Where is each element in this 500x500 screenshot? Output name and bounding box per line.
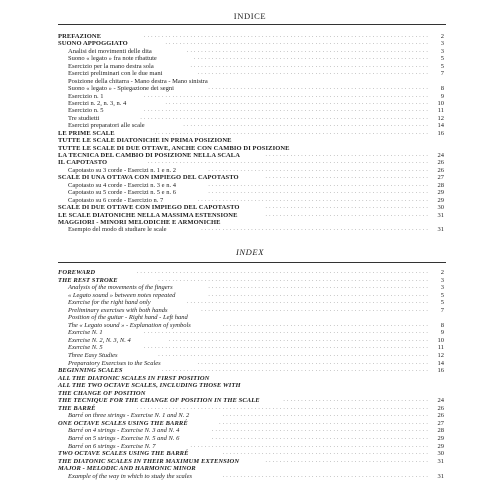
dot-leader: ................................................................................ — [144, 329, 430, 336]
dot-leader: ........................................................................... — [161, 367, 430, 374]
toc-page-number: 10 — [437, 336, 444, 344]
dot-leader: .................................................................... — [186, 299, 430, 306]
dot-leader: .................................................................................. — [136, 269, 430, 275]
toc-page-number: 30 — [437, 450, 444, 458]
toc-entry — [58, 269, 446, 277]
toc-entry-title: THE TECNIQUE FOR THE CHANGE OF POSITION IN THE SCALE — [58, 397, 260, 405]
dot-leader: ............................................................................. — [154, 129, 430, 136]
dot-leader: ......................................................................... — [169, 336, 430, 343]
toc-entry-title: TUTTE LE SCALE DIATONICHE IN PRIMA POSIZIONE — [58, 137, 232, 145]
toc-entry — [58, 55, 446, 62]
toc-entry — [58, 226, 446, 233]
toc-entry — [58, 344, 446, 352]
toc-entry-title: LE SCALE DIATONICHE NELLA MASSIMA ESTENSIONE — [58, 211, 238, 219]
toc-page-number: 5 — [440, 291, 444, 299]
toc-entry — [58, 307, 446, 315]
toc-entry — [58, 40, 446, 47]
toc-entry — [58, 292, 446, 300]
dot-leader: .......................................................................... — [165, 40, 430, 47]
toc-page-number: 7 — [440, 70, 444, 78]
dot-leader: ............................................................................... — [147, 159, 430, 166]
toc-entry — [58, 219, 446, 226]
dot-leader: ................................................................................ — [144, 92, 430, 99]
toc-entry — [58, 70, 446, 77]
toc-page-number: 26 — [437, 412, 444, 420]
toc-entry-title: Position of the guitar - Right hand - Left hand — [68, 314, 188, 322]
dot-leader: .............................................................. — [208, 284, 430, 291]
toc-entry — [58, 167, 446, 174]
toc-page-number: 10 — [437, 99, 444, 107]
toc-page-number: 29 — [437, 196, 444, 204]
toc-entry-title: THE CHANGE OF POSITION — [58, 389, 146, 397]
toc-entry — [58, 48, 446, 55]
toc-page-number: 31 — [437, 211, 444, 219]
toc-entry — [58, 212, 446, 219]
english-toc-list — [58, 269, 446, 480]
toc-entry-title: Tre studietti — [68, 114, 100, 122]
toc-entry-title: Barré on 4 strings - Exercise N. 3 and N. 4 — [68, 427, 180, 435]
toc-entry — [58, 435, 446, 443]
dot-leader: ..................................................................... — [183, 122, 430, 129]
dot-leader: .............................................................. — [208, 181, 430, 188]
dot-leader: ................................................................................ — [144, 107, 430, 114]
toc-page-number: 12 — [437, 352, 444, 360]
toc-page-number: 16 — [437, 129, 444, 137]
dot-leader: ........................................................... — [219, 419, 430, 426]
dot-leader: .............................................................. — [208, 189, 430, 196]
dot-leader: .......................................................................... — [165, 99, 430, 106]
toc-entry — [58, 450, 446, 458]
toc-entry-title: Barré on 6 strings - Exercise N. 7 — [68, 442, 156, 450]
toc-page-number: 3 — [440, 40, 444, 48]
toc-entry — [58, 130, 446, 137]
toc-page-number: 29 — [437, 435, 444, 443]
italian-index-title: INDICE — [233, 11, 267, 21]
toc-entry-title: THE REST STROKE — [58, 276, 118, 284]
toc-page-number: 12 — [437, 114, 444, 122]
toc-entry-title: ONE OCTAVE SCALES USING THE BARRÉ — [58, 419, 188, 427]
toc-entry-title: The « Legato sound » - Explanation of symbols — [68, 321, 191, 329]
toc-page-number: 28 — [437, 181, 444, 189]
toc-entry — [58, 420, 446, 428]
toc-entry-title: LE PRIME SCALE — [58, 129, 115, 137]
toc-page-number: 30 — [437, 204, 444, 212]
toc-entry-title: Esercizi preparatori alle scale — [68, 122, 145, 130]
toc-page-number: 5 — [440, 62, 444, 70]
toc-entry — [58, 85, 446, 92]
toc-entry-title: TUTTE LE SCALE DI DUE OTTAVE, ANCHE CON CAMBIO DI POSIZIONE — [58, 144, 290, 152]
toc-entry — [58, 473, 446, 481]
dot-leader: .................................................................................. — [136, 404, 430, 411]
toc-page-number: 26 — [437, 166, 444, 174]
italian-toc-list — [58, 33, 446, 234]
toc-page-number: 31 — [437, 472, 444, 480]
toc-entry — [58, 405, 446, 413]
toc-entry-title: IL CAPOTASTO — [58, 159, 108, 167]
toc-page-number: 8 — [440, 321, 444, 329]
toc-page-number: 24 — [437, 397, 444, 405]
dot-leader: .............................................. — [265, 152, 430, 158]
toc-entry — [58, 367, 446, 375]
dot-leader: ............................................................. — [211, 427, 430, 434]
toc-page-number: 14 — [437, 359, 444, 367]
dot-leader: .............................................................. — [208, 166, 430, 173]
toc-entry — [58, 284, 446, 292]
toc-page-number: 8 — [440, 85, 444, 93]
toc-entry — [58, 390, 446, 398]
toc-entry — [58, 322, 446, 330]
toc-entry — [58, 465, 446, 473]
toc-entry — [58, 197, 446, 204]
toc-entry-title: BEGINNING SCALES — [58, 367, 123, 375]
dot-leader: .......................................................... — [222, 450, 430, 457]
toc-entry-title: Exercise N. 5 — [68, 344, 103, 352]
toc-entry-title: Preparatory Exercises to the Scales — [68, 359, 161, 367]
dot-leader: ......................................... — [283, 397, 430, 404]
toc-entry — [58, 174, 446, 181]
toc-page-number: 5 — [440, 299, 444, 307]
toc-entry — [58, 352, 446, 360]
toc-entry-title: Esercizio n. 5 — [68, 107, 104, 115]
toc-entry — [58, 63, 446, 70]
toc-entry-title: THE DIATONIC SCALES IN THEIR MAXIMUM EXTENSION — [58, 457, 240, 465]
toc-page-number: 3 — [440, 284, 444, 292]
dot-leader: .......................................................... — [222, 321, 430, 328]
toc-entry-title: Capotasto su 4 corde - Esercizi n. 3 e n. 4 — [68, 181, 176, 189]
english-title-divider — [58, 262, 446, 263]
toc-page-number: 11 — [437, 107, 444, 115]
dot-leader: ................................................................. — [197, 70, 430, 77]
toc-page-number: 2 — [440, 33, 444, 40]
toc-entry-title: MAGGIORI - MINORI MELODICHE E ARMONICHE — [58, 218, 221, 226]
toc-page-number: 9 — [440, 92, 444, 100]
toc-entry — [58, 277, 446, 285]
toc-entry — [58, 145, 446, 152]
dot-leader: ................................................................ — [201, 226, 430, 233]
toc-page-number: 29 — [437, 189, 444, 197]
toc-entry-title: Analysis of the movements of the fingers — [68, 284, 173, 292]
toc-page-number: 29 — [437, 442, 444, 450]
toc-entry — [58, 299, 446, 307]
toc-entry-title: Posizione della chitarra - Mano destra - Mano sinistra — [68, 77, 208, 85]
toc-entry-title: THE BARRÉ — [58, 404, 96, 412]
dot-leader: .............................................. — [265, 457, 430, 464]
dot-leader: ................................................................................ — [144, 33, 430, 39]
toc-entry-title: PREFAZIONE — [58, 33, 102, 40]
toc-entry-title: SCALE DI DUE OTTAVE CON IMPIEGO DEL CAPOTASTO — [58, 204, 240, 212]
toc-page-number: 16 — [437, 367, 444, 375]
toc-entry-title: Esercizi preliminari con le due mani — [68, 70, 163, 78]
toc-page-number: 3 — [440, 276, 444, 284]
toc-page-number: 31 — [437, 457, 444, 465]
toc-entry-title: Esercizio per la mano destra sola — [68, 62, 154, 70]
toc-entry-title: Barré on three strings - Exercise N. 1 and N. 2 — [68, 412, 190, 420]
toc-page-number: 28 — [437, 427, 444, 435]
toc-entry — [58, 360, 446, 368]
toc-entry-title: Analisi dei movimenti delle dita — [68, 47, 152, 55]
toc-entry-title: Capotasto su 3 corde - Esercizi n. 1 e n. 2 — [68, 166, 176, 174]
toc-entry — [58, 397, 446, 405]
toc-page-number: 27 — [437, 419, 444, 427]
toc-entry-title: Capotasto su 5 corde - Esercizi n. 5 e n. 6 — [68, 189, 176, 197]
toc-entry-title: Preliminary exercises with both hands — [68, 306, 168, 314]
toc-entry-title: Exercise N. 1 — [68, 329, 103, 337]
toc-entry-title: Exercise for the right hand only — [68, 299, 151, 307]
toc-page-number: 5 — [440, 55, 444, 63]
toc-entry — [58, 337, 446, 345]
dot-leader: .................................................................. — [194, 55, 430, 62]
dot-leader: .......................................................... — [222, 472, 430, 479]
dot-leader: .............................................................. — [208, 85, 430, 92]
dot-leader: ................................................................. — [197, 196, 430, 203]
toc-entry-title: FOREWARD — [58, 269, 96, 276]
dot-leader: .............................................................. — [208, 291, 430, 298]
dot-leader: .......................................................... — [222, 412, 430, 419]
toc-entry-title: Esempio del modo di studiare le scale — [68, 226, 167, 234]
dot-leader: .................................................................... — [186, 47, 430, 54]
toc-entry — [58, 189, 446, 196]
toc-entry — [58, 122, 446, 129]
toc-page-number: 26 — [437, 159, 444, 167]
toc-entry — [58, 412, 446, 420]
toc-page-number: 14 — [437, 122, 444, 130]
toc-entry-title: ALL THE DIATONIC SCALES IN FIRST POSITION — [58, 374, 210, 382]
toc-entry — [58, 152, 446, 159]
toc-entry-title: Exercise N. 2, N. 3, N. 4 — [68, 336, 131, 344]
dot-leader: ............................................................. — [211, 435, 430, 442]
toc-entry-title: Esercizi n. 2, n. 3, n. 4 — [68, 99, 127, 107]
toc-page-number: 3 — [440, 47, 444, 55]
dot-leader: ................................................................................ — [144, 344, 430, 351]
english-index-title: INDEX — [235, 247, 265, 257]
dot-leader: .............................................. — [265, 174, 430, 181]
italian-title-divider — [58, 24, 446, 25]
toc-entry — [58, 107, 446, 114]
toc-page-number: 9 — [440, 329, 444, 337]
dot-leader: .............................................. — [265, 211, 430, 218]
toc-entry — [58, 458, 446, 466]
toc-entry — [58, 137, 446, 144]
dot-leader: ............................................................................ — [158, 352, 430, 359]
toc-page-number: 24 — [437, 152, 444, 159]
toc-entry — [58, 115, 446, 122]
toc-entry — [58, 78, 446, 85]
toc-entry-title: Suono « legato » - Spiegazione dei segni — [68, 85, 174, 93]
toc-entry — [58, 375, 446, 383]
toc-entry-title: « Legato sound » between notes repeated — [68, 291, 176, 299]
toc-entry-title: ALL THE TWO OCTAVE SCALES, INCLUDING THOSE WITH — [58, 382, 241, 390]
toc-entry-title: Esercizio n. 1 — [68, 92, 104, 100]
toc-entry — [58, 382, 446, 390]
toc-entry — [58, 329, 446, 337]
toc-entry — [58, 93, 446, 100]
toc-entry-title: TWO OCTAVE SCALES USING THE BARRÉ — [58, 450, 189, 458]
toc-entry-title: Three Easy Studies — [68, 352, 118, 360]
toc-entry — [58, 314, 446, 322]
toc-entry — [58, 100, 446, 107]
toc-entry-title: Example of the way in which to study the scales — [68, 472, 193, 480]
toc-page-number: 31 — [437, 226, 444, 234]
toc-page-number: 7 — [440, 306, 444, 314]
toc-entry-title: SUONO APPOGGIATO — [58, 40, 128, 48]
toc-entry-title: Capotasto su 6 corde - Esercizio n. 7 — [68, 196, 164, 204]
toc-entry — [58, 182, 446, 189]
dot-leader: ................................................................. — [197, 359, 430, 366]
dot-leader: ............................................................................ — [158, 276, 430, 283]
toc-page-number: 2 — [440, 269, 444, 276]
dot-leader: ................................................................... — [190, 442, 430, 449]
toc-page-number: 26 — [437, 404, 444, 412]
dot-leader: ................................................................... — [190, 62, 430, 69]
toc-entry — [58, 33, 446, 40]
toc-entry-title: MAJOR - MELODIC AND HARMONIC MINOR — [58, 465, 196, 473]
toc-page-number: 11 — [437, 344, 444, 352]
toc-entry-title: Barré on 5 strings - Exercise N. 5 and N. 6 — [68, 435, 180, 443]
toc-entry — [58, 443, 446, 451]
toc-page-number: 27 — [437, 174, 444, 182]
toc-entry-title: SCALE DI UNA OTTAVA CON IMPIEGO DEL CAPOTASTO — [58, 174, 239, 182]
toc-entry — [58, 159, 446, 166]
toc-entry-title: LA TECNICA DEL CAMBIO DI POSIZIONE NELLA SCALA — [58, 152, 241, 159]
dot-leader: .............................................. — [265, 204, 430, 211]
toc-entry — [58, 204, 446, 211]
toc-entry — [58, 427, 446, 435]
dot-leader: ................................................................ — [201, 306, 430, 313]
dot-leader: ................................................................................. — [140, 114, 430, 121]
toc-entry-title: Suono « legato » fra note ribattute — [68, 55, 157, 63]
